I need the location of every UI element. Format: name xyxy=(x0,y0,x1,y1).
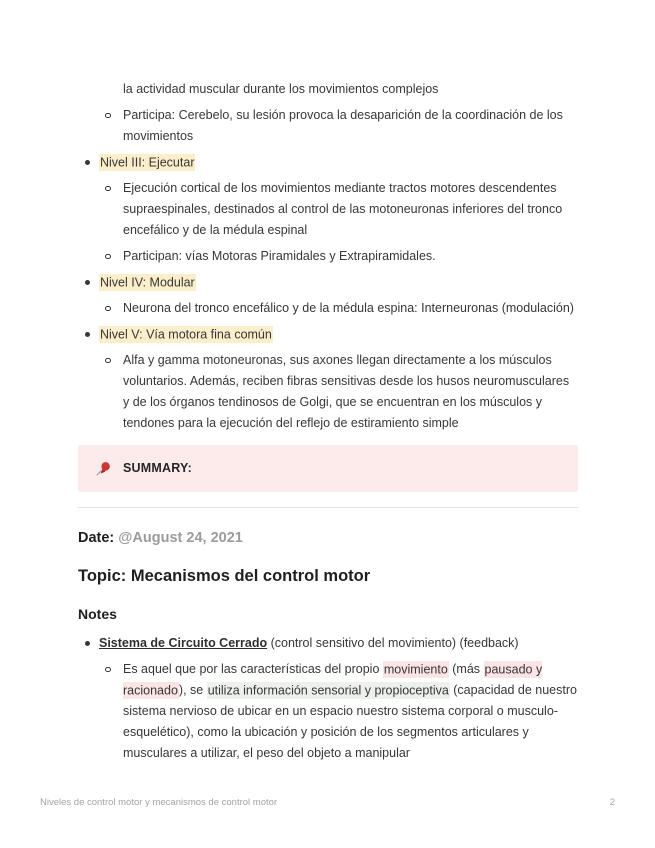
paragraph-continuation: la actividad muscular durante los movimientos complejos xyxy=(123,82,439,96)
highlighted-text: utiliza información sensorial y propioceptiva xyxy=(207,683,449,697)
footer-title: Niveles de control motor y mecanismos de control motor xyxy=(40,797,278,808)
sub-bullet-icon xyxy=(105,358,111,364)
list-item-es-aquel xyxy=(78,659,578,764)
date-value: @August 24, 2021 xyxy=(118,530,243,546)
rich-text xyxy=(123,661,577,761)
bullet-icon xyxy=(85,641,90,646)
date-heading xyxy=(78,528,578,548)
list-item-sistema xyxy=(78,633,578,654)
sub-bullet-icon xyxy=(105,306,111,312)
list-item-text: Alfa y gamma motoneuronas, sus axones llegan directamente a los músculos voluntarios. Además, reciben fibras sensitivas desde los husos neuromusculares y de los órganos tendinosos de Golgi, que se encuentran en los músculos y tendones para la ejecución del reflejo de estiramiento simple xyxy=(123,353,570,430)
list-item-ejecucion xyxy=(78,178,578,241)
list-item-nivel-5 xyxy=(78,324,578,345)
date-label: Date: xyxy=(78,530,115,546)
text-run: Es aquel que por las características del propio xyxy=(123,662,383,676)
list-item-alfa xyxy=(78,350,578,434)
sub-bullet-icon xyxy=(105,254,111,260)
text-run: (más xyxy=(448,662,484,676)
list-item-text: Participan: vías Motoras Piramidales y Extrapiramidales. xyxy=(123,249,436,263)
list-item-lead: Sistema de Circuito Cerrado xyxy=(99,636,268,650)
list-item-neurona xyxy=(78,298,578,319)
summary-label: SUMMARY: xyxy=(123,461,192,475)
sub-bullet-icon xyxy=(105,186,111,192)
topic-heading: Topic: Mecanismos del control motor xyxy=(78,567,371,585)
list-item-participan xyxy=(78,246,578,267)
highlighted-text: Nivel IV: Modular xyxy=(100,275,195,289)
list-item-text: Neurona del tronco encefálico y de la médula espina: Interneuronas (modulación) xyxy=(123,301,574,315)
summary-callout xyxy=(78,445,578,492)
list-item-participa xyxy=(78,105,578,147)
highlighted-text: pausado y racionado xyxy=(123,662,543,697)
text-run: ), se xyxy=(178,683,207,697)
highlighted-text: movimiento xyxy=(383,662,448,676)
bullet-icon xyxy=(85,332,90,337)
notes-list xyxy=(78,633,578,764)
list-item-text: Ejecución cortical de los movimientos mediante tractos motores descendentes supraespinales, destinados al control de las motoneuronas inferiores del tronco encefálico y de la médula espinal xyxy=(123,181,563,237)
list-item-text: (control sensitivo del movimiento) (feedback) xyxy=(267,636,519,650)
bullet-icon xyxy=(85,160,90,165)
sub-bullet-icon xyxy=(105,113,111,119)
list-item-nivel-3 xyxy=(78,152,578,173)
divider xyxy=(78,507,578,508)
footer-page-number: 2 xyxy=(609,797,615,808)
bullet-icon xyxy=(85,280,90,285)
highlighted-text: Nivel III: Ejecutar xyxy=(100,155,195,169)
page-footer xyxy=(40,797,615,809)
highlighted-text: Nivel V: Vía motora fina común xyxy=(100,327,272,341)
list-item-nivel-4 xyxy=(78,272,578,293)
pushpin-icon xyxy=(95,460,112,477)
sub-bullet-icon xyxy=(105,667,111,673)
text-run: (capacidad de nuestro sistema nervioso de ubicar en un espacio nuestro sistema corporal o musculo-esquelético), como la ubicación y posición de los segmentos articulares y musculares a utilizar, el peso del objeto a manipular xyxy=(123,683,577,760)
list-item-text: Participa: Cerebelo, su lesión provoca la desaparición de la coordinación de los movimientos xyxy=(123,108,563,143)
page-content xyxy=(78,79,578,769)
notes-heading: Notes xyxy=(78,606,117,622)
